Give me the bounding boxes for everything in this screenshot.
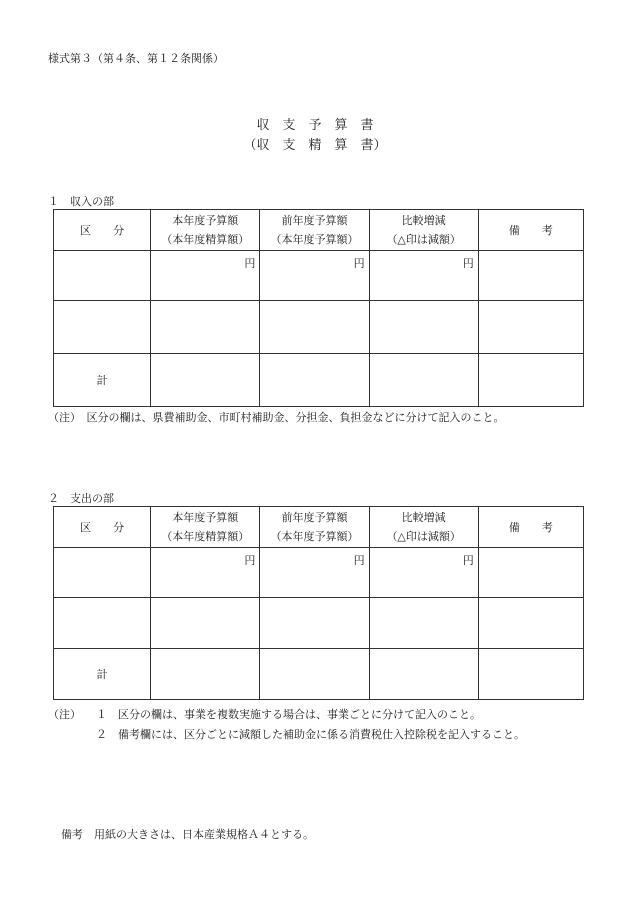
expense-note-prefix: （注） xyxy=(48,708,81,721)
income-row1-current[interactable]: 円 xyxy=(151,251,260,301)
expense-row1-remarks[interactable] xyxy=(478,548,583,598)
income-total-current[interactable] xyxy=(151,354,260,407)
expense-section-title: ２ 支出の部 xyxy=(48,492,114,505)
expense-header-diff: 比較増減 （△印は減額） xyxy=(369,507,478,548)
expense-header-category: 区 分 xyxy=(54,507,151,548)
expense-total-remarks[interactable] xyxy=(478,649,583,700)
income-row1-category[interactable] xyxy=(54,251,151,301)
income-total-previous[interactable] xyxy=(260,354,369,407)
document-title: 収 支 予 算 書 xyxy=(256,118,374,133)
income-total-label: 計 xyxy=(54,354,151,407)
expense-note-2: ２ 備考欄には、区分ごとに減額した補助金に係る消費税仕入控除税を記入すること。 xyxy=(96,728,525,741)
table-row xyxy=(54,548,584,598)
expense-row2-remarks[interactable] xyxy=(478,598,583,649)
income-header-diff: 比較増減 （△印は減額） xyxy=(369,210,478,251)
income-total-row xyxy=(54,354,584,407)
expense-row1-category[interactable] xyxy=(54,548,151,598)
expense-total-label: 計 xyxy=(54,649,151,700)
expense-header-row xyxy=(54,507,584,548)
expense-row2-current[interactable] xyxy=(151,598,260,649)
income-row2-category[interactable] xyxy=(54,301,151,354)
income-row1-previous[interactable]: 円 xyxy=(260,251,369,301)
expense-header-previous: 前年度予算額 （本年度予算額） xyxy=(260,507,369,548)
form-label: 様式第３（第４条、第１２条関係） xyxy=(48,52,224,65)
income-header-previous: 前年度予算額 （本年度予算額） xyxy=(260,210,369,251)
footer-remark: 備考 用紙の大きさは、日本産業規格Ａ４とする。 xyxy=(61,828,314,841)
expense-total-previous[interactable] xyxy=(260,649,369,700)
expense-row1-current[interactable]: 円 xyxy=(151,548,260,598)
expense-total-diff[interactable] xyxy=(369,649,478,700)
expense-header-remarks: 備 考 xyxy=(478,507,583,548)
income-row2-current[interactable] xyxy=(151,301,260,354)
income-row1-remarks[interactable] xyxy=(478,251,583,301)
income-row1-diff[interactable]: 円 xyxy=(369,251,478,301)
expense-row2-diff[interactable] xyxy=(369,598,478,649)
income-header-row xyxy=(54,210,584,251)
expense-total-row xyxy=(54,649,584,700)
expense-row1-diff[interactable]: 円 xyxy=(369,548,478,598)
income-header-current: 本年度予算額 （本年度精算額） xyxy=(151,210,260,251)
income-total-remarks[interactable] xyxy=(478,354,583,407)
expense-table xyxy=(53,506,584,700)
income-section-title: １ 収入の部 xyxy=(48,195,114,208)
income-row2-remarks[interactable] xyxy=(478,301,583,354)
income-note: （注） 区分の欄は、県費補助金、市町村補助金、分担金、負担金などに分けて記入のこと。 xyxy=(48,411,505,424)
document-subtitle: （収 支 精 算 書） xyxy=(243,138,387,153)
expense-row2-category[interactable] xyxy=(54,598,151,649)
expense-row1-previous[interactable]: 円 xyxy=(260,548,369,598)
income-header-remarks: 備 考 xyxy=(478,210,583,251)
table-row xyxy=(54,598,584,649)
income-row2-diff[interactable] xyxy=(369,301,478,354)
table-row xyxy=(54,301,584,354)
table-row xyxy=(54,251,584,301)
expense-note-1: １ 区分の欄は、事業を複数実施する場合は、事業ごとに分けて記入のこと。 xyxy=(96,708,481,721)
income-row2-previous[interactable] xyxy=(260,301,369,354)
expense-total-current[interactable] xyxy=(151,649,260,700)
income-table xyxy=(53,209,584,407)
income-header-category: 区 分 xyxy=(54,210,151,251)
expense-row2-previous[interactable] xyxy=(260,598,369,649)
expense-header-current: 本年度予算額 （本年度精算額） xyxy=(151,507,260,548)
income-total-diff[interactable] xyxy=(369,354,478,407)
